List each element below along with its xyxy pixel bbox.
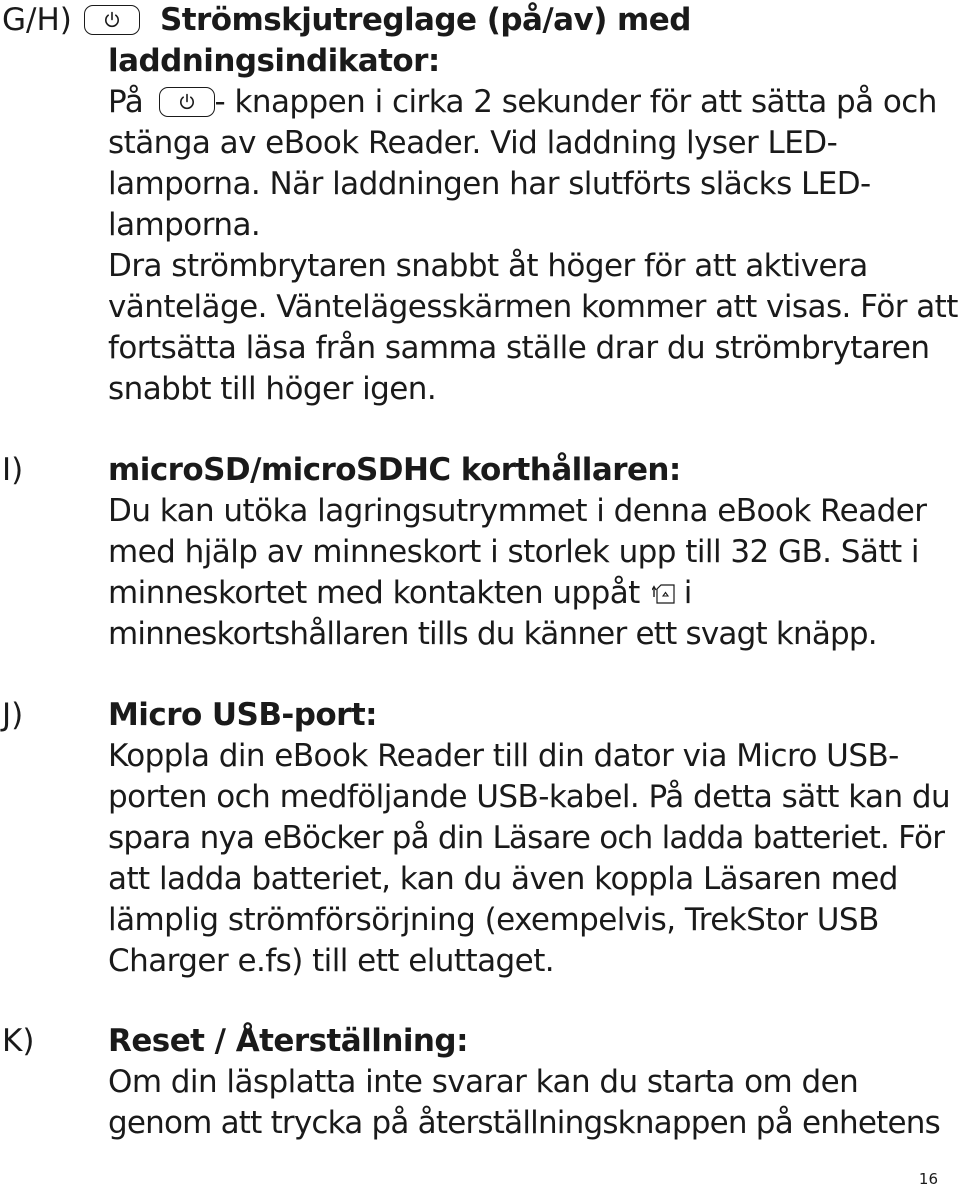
body-line: Om din läsplatta inte svarar kan du starta om den [108,1064,859,1100]
body-line: lamporna. När laddningen har slutförts släcks LED- [108,166,871,202]
section-label: I) [2,452,24,488]
body-line: Koppla din eBook Reader till din dator via Micro USB- [108,738,899,774]
body-line: Du kan utöka lagringsutrymmet i denna eBook Reader [108,493,927,529]
memory-card-icon [652,577,678,618]
body-line: lämplig strömförsörjning (exempelvis, TrekStor USB [108,902,879,938]
body-line: snabbt till höger igen. [108,371,437,407]
body-line: Charger e.fs) till ett eluttaget. [108,943,555,979]
body-line: lamporna. [108,207,261,243]
card-line-suffix: i [683,575,692,611]
page-number: 16 [918,1170,938,1188]
body-line: att ladda batteriet, kan du även koppla Läsaren med [108,861,898,897]
section-title-continued: laddningsindikator: [108,43,440,79]
body-line: Dra strömbrytaren snabbt åt höger för att aktivera [108,248,868,284]
body-line: porten och medföljande USB-kabel. På detta sätt kan du [108,779,951,815]
section-label: K) [2,1023,35,1059]
section-title: microSD/microSDHC korthållaren: [108,452,681,488]
body-line: spara nya eBöcker på din Läsare och ladda batteriet. För [108,820,945,856]
card-line-prefix: minneskortet med kontakten uppåt [108,575,640,611]
body-line: genom att trycka på återställningsknappen på enhetens [108,1105,941,1141]
intro-line [108,82,958,123]
body-line: stänga av eBook Reader. Vid laddning lyser LED- [108,125,838,161]
body-line: vänteläge. Väntelägesskärmen kommer att visas. För att [108,289,958,325]
body-line: minneskortshållaren tills du känner ett svagt knäpp. [108,616,877,652]
intro-prefix: På [108,84,144,120]
section-label: G/H) [2,2,72,38]
section-label: J) [2,697,24,733]
power-button-icon [84,5,140,35]
card-line [108,573,958,614]
section-title: Reset / Återställning: [108,1023,468,1059]
section-title: Strömskjutreglage (på/av) med [160,2,691,38]
intro-suffix: - knappen i cirka 2 sekunder för att sätta på och [214,84,937,120]
power-button-icon [159,87,215,117]
section-title: Micro USB-port: [108,697,377,733]
body-line: med hjälp av minneskort i storlek upp till 32 GB. Sätt i [108,534,919,570]
body-line: fortsätta läsa från samma ställe drar du strömbrytaren [108,330,930,366]
